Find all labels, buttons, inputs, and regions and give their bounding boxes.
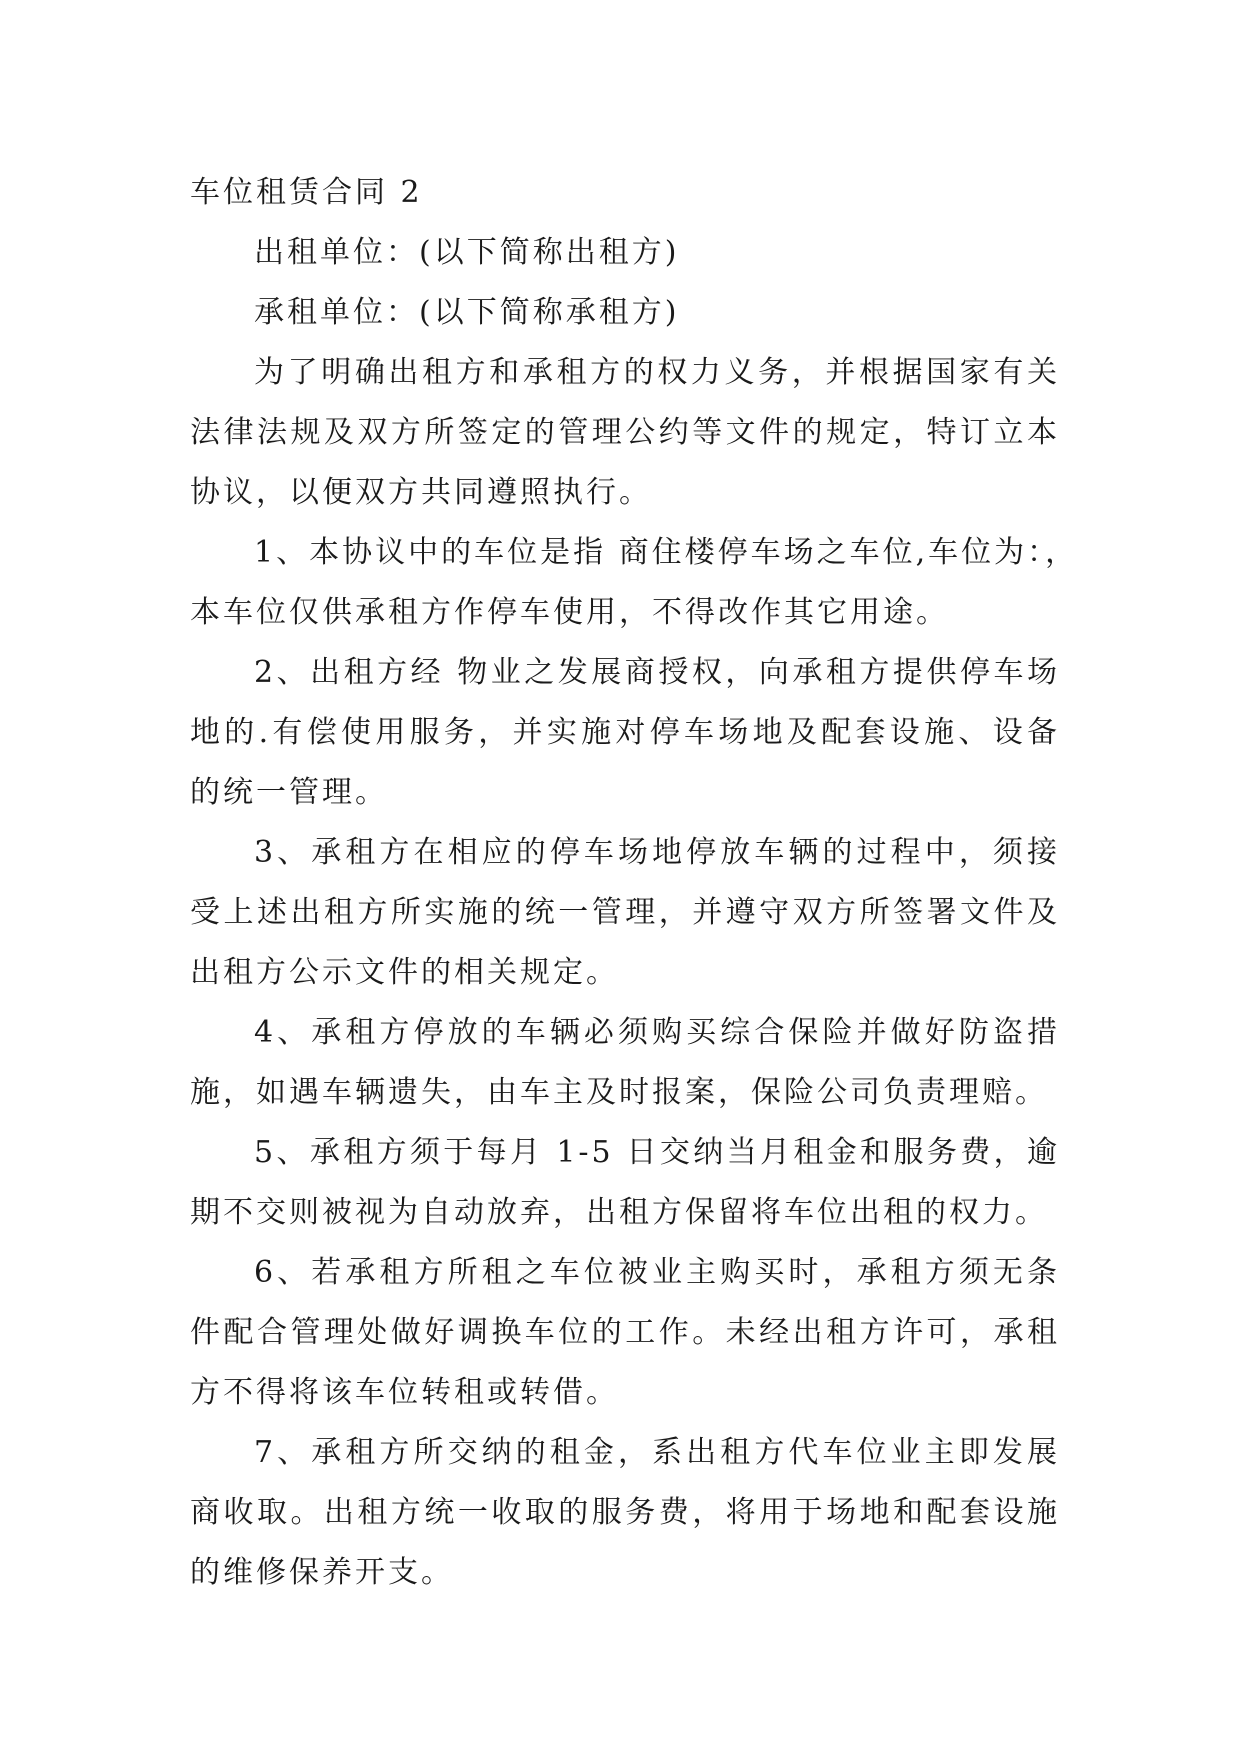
paragraph [190, 823, 1060, 1003]
paragraph-line: 5、承租方须于每月 1-5 日交纳当月租金和服务费，逾 [254, 1135, 1060, 1170]
paragraph-line: 7、承租方所交纳的租金，系出租方代车位业主即发展 [254, 1435, 1060, 1470]
paragraph-line: 协议，以便双方共同遵照执行。 [190, 475, 652, 510]
paragraph [190, 1423, 1060, 1603]
paragraph-line: 商收取。出租方统一收取的服务费，将用于场地和配套设施 [190, 1495, 1060, 1530]
paragraph [190, 343, 1060, 523]
paragraph-line: 的统一管理。 [190, 775, 388, 810]
paragraph-line: 承租单位：(以下简称承租方) [254, 295, 680, 330]
paragraph-line: 件配合管理处做好调换车位的工作。未经出租方许可，承租 [190, 1315, 1060, 1350]
paragraph-line: 3、承租方在相应的停车场地停放车辆的过程中，须接 [254, 835, 1060, 870]
document-body [190, 163, 1079, 1603]
paragraph-line: 受上述出租方所实施的统一管理，并遵守双方所签署文件及 [190, 895, 1060, 930]
paragraph-list [190, 223, 1079, 1603]
paragraph [190, 223, 1060, 283]
paragraph-line: 法律法规及双方所签定的管理公约等文件的规定，特订立本 [190, 415, 1060, 450]
paragraph-line: 4、承租方停放的车辆必须购买综合保险并做好防盗措 [254, 1015, 1060, 1050]
paragraph-line: 本车位仅供承租方作停车使用，不得改作其它用途。 [190, 595, 949, 630]
paragraph-line: 施，如遇车辆遗失，由车主及时报案，保险公司负责理赔。 [190, 1075, 1048, 1110]
paragraph [190, 523, 1079, 643]
paragraph-line: 2、出租方经 物业之发展商授权，向承租方提供停车场 [254, 655, 1060, 690]
paragraph [190, 1243, 1060, 1423]
paragraph-line: 方不得将该车位转租或转借。 [190, 1375, 619, 1410]
paragraph-line: 出租方公示文件的相关规定。 [190, 955, 619, 990]
paragraph [190, 283, 1060, 343]
paragraph-line: 1、本协议中的车位是指 商住楼停车场之车位,车位为：， [254, 535, 1079, 570]
paragraph-line: 出租单位：(以下简称出租方) [254, 235, 680, 270]
paragraph [190, 643, 1060, 823]
document-title: 车位租赁合同 2 [190, 175, 423, 210]
paragraph-line: 为了明确出租方和承租方的权力义务，并根据国家有关 [254, 355, 1060, 390]
paragraph [190, 1123, 1060, 1243]
paragraph-line: 期不交则被视为自动放弃，出租方保留将车位出租的权力。 [190, 1195, 1048, 1230]
paragraph [190, 1003, 1060, 1123]
paragraph-line: 的维修保养开支。 [190, 1555, 454, 1590]
paragraph-line: 地的.有偿使用服务，并实施对停车场地及配套设施、设备 [190, 715, 1060, 750]
paragraph-line: 6、若承租方所租之车位被业主购买时，承租方须无条 [254, 1255, 1060, 1290]
